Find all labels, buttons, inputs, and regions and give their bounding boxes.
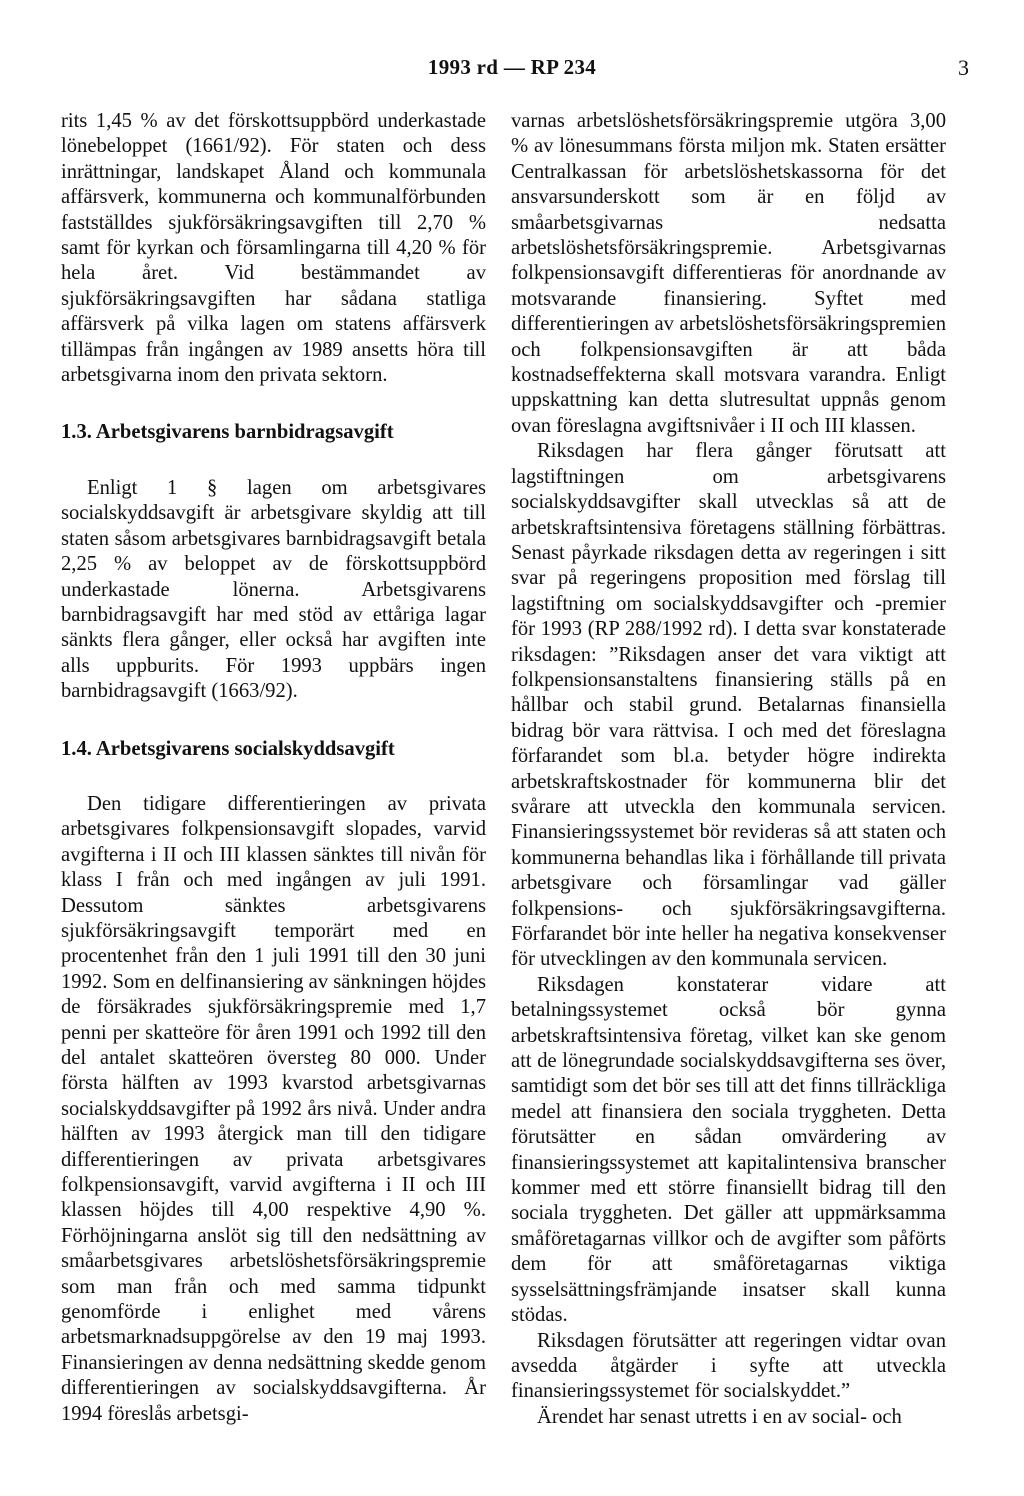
paragraph-continued: rits 1,45 % av det förskottsuppbörd underkastade lönebeloppet (1661/92). För staten och dess inrättningar, landskapet Åland och kommunala affärsverk, kommunerna och kommunalförbunden fastställdes sjukförsäkringsavgiften till 2,70 % samt för kyrkan och församlingarna till 4,20 % för hela året. Vid bestämmandet av sjukförsäkringsavgiften har sådana statliga affärsverk på vilka lagen om statens affärsverk tillämpas från ingången av 1989 ansetts höra till arbetsgivarna inom den privata sektorn. xyxy=(61,110,486,387)
paragraph-riksdagen-3: Riksdagen förutsätter att regeringen vidtar ovan avsedda åtgärder i syfte att utveckla finansieringssystemet för socialskyddet.” xyxy=(511,1329,946,1403)
left-column xyxy=(61,109,486,1427)
paragraph-arendet: Ärendet har senast utretts i en av social- och xyxy=(537,1405,902,1428)
page-number: 3 xyxy=(958,55,969,80)
paragraph-riksdagen-1: Riksdagen har flera gånger förutsatt att lagstiftningen om arbetsgivarens socialskyddsavgifter skall utvecklas så att de arbetskraftsintensiva företagens ställning förbättras. Senast påyrkade riksdagen detta av regeringen i sitt svar på regeringens proposition med förslag till lagstiftning om socialskyddsavgifter och -premier för 1993 (RP 288/1992 rd). I detta svar konstaterade riksdagen: ”Riksdagen anser det vara viktigt att folkpensionsanstaltens finansiering ställs på en hållbar och stabil grund. Betalarnas finansiella bidrag bör vara rättvisa. I och med det föreslagna förfarandet som bl.a. betyder högre indirekta arbetskraftskostnader för kommunerna blir det svårare att utveckla den kommunala servicen. Finansieringssystemet bör revideras så att staten och kommunerna behandlas lika i förhållande till privata arbetsgivare och församlingar vad gäller folkpensions- och sjukförsäkringsavgifterna. Förfarandet bör inte heller ha negativa konsekvenser för utvecklingen av den kommunala servicen. xyxy=(511,440,946,971)
section-heading-1-4: 1.4. Arbetsgivarens socialskyddsavgift xyxy=(61,737,395,760)
section-heading-1-3: 1.3. Arbetsgivarens barnbidragsavgift xyxy=(61,421,394,444)
paragraph-socialskyddsavgift: Den tidigare differentieringen av privata arbetsgivares folkpensionsavgift slopades, varvid avgifterna i II och III klassen sänktes till nivån för klass I från och med ingången av juli 1991. Dessutom sänktes arbetsgivarens sjukförsäkringsavgift temporärt med en procentenhet från den 1 juli 1991 till den 30 juni 1992. Som en delfinansiering av sänkningen höjdes de försäkrades sjukförsäkringspremie med 1,7 penni per skatteöre för åren 1991 och 1992 till den del antalet skatteören översteg 80 000. Under första hälften av 1993 kvarstod arbetsgivarnas socialskyddsavgifter på 1992 års nivå. Under andra hälften av 1993 återgick man till den tidigare differentieringen av privata arbetsgivares folkpensionsavgift, varvid avgifterna i II och III klassen höjdes till 4,00 respektive 4,90 %. Förhöjningarna anslöt sig till den nedsättning av småarbetsgivares arbetslöshetsförsäkringspremie som man från och med samma tidpunkt genomförde i enlighet med vårens arbetsmarknadsuppgörelse av den 19 maj 1993. Finansieringen av denna nedsättning skedde genom differentieringen av socialskyddsavgifterna. År 1994 föreslås arbetsgi- xyxy=(61,792,486,1425)
page-header xyxy=(0,55,1024,85)
paragraph-riksdagen-2: Riksdagen konstaterar vidare att betalningssystemet också bör gynna arbetskraftsintensiva företag, vilket kan ske genom att de lönegrundade socialskyddsavgifterna ses över, samtidigt som det bör ses till att det finns tillräckliga medel att finansiera den sociala tryggheten. Detta förutsätter en sådan omvärdering av finansieringssystemet att kapitalintensiva branscher kommer med ett större finansiellt bidrag till den sociala tryggheten. Det gäller att uppmärksamma småföretagarnas villkor och de avgifter som påförts dem för att småföretagarnas viktiga sysselsättningsfrämjande insatser skall kunna stödas. xyxy=(511,973,946,1327)
paragraph-barnbidragsavgift: Enligt 1 § lagen om arbetsgivares socialskyddsavgift är arbetsgivare skyldig att till staten såsom arbetsgivares barnbidragsavgift betala 2,25 % av beloppet av de förskottsuppbörd underkastade lönerna. Arbetsgivarens barnbidragsavgift har med stöd av ettåriga lagar sänkts flera gånger, eller också har avgiften inte alls uppburits. För 1993 uppbärs ingen barnbidragsavgift (1663/92). xyxy=(61,476,486,703)
running-title: 1993 rd — RP 234 xyxy=(427,55,597,79)
right-column xyxy=(511,109,946,1430)
paragraph-continued-right: varnas arbetslöshetsförsäkringspremie utgöra 3,00 % av lönesummans första miljon mk. Staten ersätter Centralkassan för arbetslöshetskassorna för det ansvarsunderskott som är en följd av småarbetsgivarnas nedsatta arbetslöshetsförsäkringspremie. Arbetsgivarnas folkpensionsavgift differentieras för anordnande av motsvarande finansiering. Syftet med differentieringen av arbetslöshetsförsäkringspremien och folkpensionsavgiften är att båda kostnadseffekterna skall motsvara varandra. Enligt uppskattning kan detta slutresultat uppnås genom ovan föreslagna avgiftsnivåer i II och III klassen. xyxy=(511,110,946,437)
